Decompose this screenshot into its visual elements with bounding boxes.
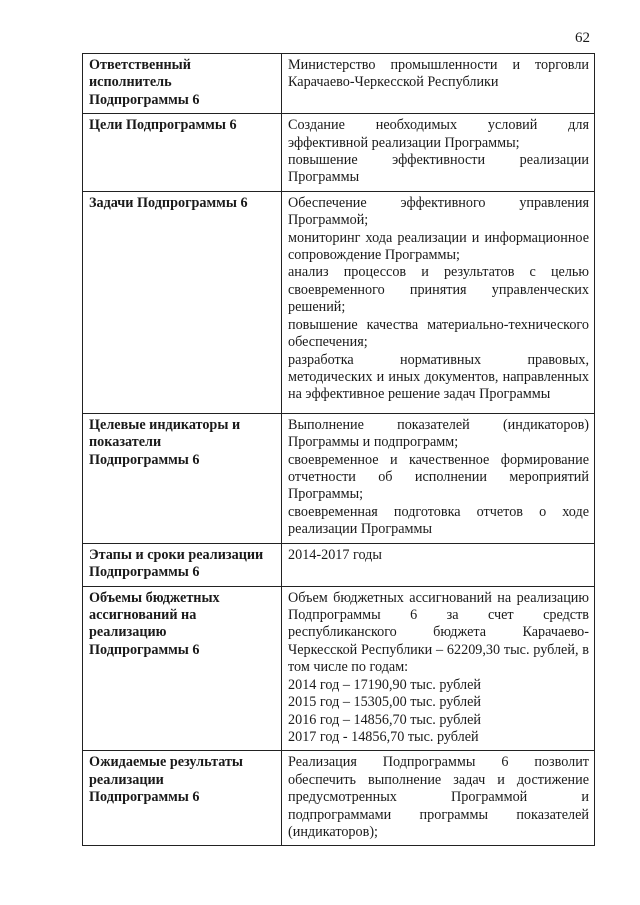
row-value-stages-and-terms: 2014-2017 годы xyxy=(282,543,595,586)
table-row xyxy=(83,54,595,114)
subprogram-passport-table xyxy=(82,53,595,846)
budget-year-2016: 2016 год – 14856,70 тыс. рублей xyxy=(288,711,481,728)
row-label-tasks: Задачи Подпрограммы 6 xyxy=(83,191,282,413)
table-row xyxy=(83,543,595,586)
row-label-responsible-executor: Ответственный исполнитель Подпрограммы 6 xyxy=(83,54,282,114)
row-label-expected-results: Ожидаемые результаты реализации Подпрограммы 6 xyxy=(83,751,282,846)
row-label-stages-and-terms: Этапы и сроки реализации Подпрограммы 6 xyxy=(83,543,282,586)
row-value-responsible-executor: Министерство промышленности и торговли Карачаево-Черкесской Республики xyxy=(282,54,595,114)
row-value-tasks: Обеспечение эффективного управления Программой; мониторинг хода реализации и информационное сопровождение Программы; анализ процессов и результатов с целью своевременного принятия управленческих решений; повышение качества материально-технического обеспечения; разработка нормативных правовых, методических и иных документов, направленных на эффективное решение задач Программы xyxy=(282,191,595,413)
budget-year-2014: 2014 год – 17190,90 тыс. рублей xyxy=(288,676,481,693)
table-row xyxy=(83,191,595,413)
row-label-goals: Цели Подпрограммы 6 xyxy=(83,114,282,192)
row-value-budget-allocations: Объем бюджетных ассигнований на реализацию Подпрограммы 6 за счет средств республиканского бюджета Карачаево-Черкесской Республики – 62209,30 тыс. рублей, в том числе по годам: 2014 год – 17190,90 тыс. рублей 2015 год – 15305,00 тыс. рублей 2016 год – 14856,70 тыс. рублей 2017 год - 14856,70 тыс. рублей xyxy=(282,586,595,751)
row-value-expected-results: Реализация Подпрограммы 6 позволит обеспечить выполнение задач и достижение предусмотренных Программой и подпрограммами программы показателей (индикаторов); xyxy=(282,751,595,846)
row-value-target-indicators: Выполнение показателей (индикаторов) Программы и подпрограмм; своевременное и качественное формирование отчетности об исполнении мероприятий Программы; своевременная подготовка отчетов о ходе реализации Программы xyxy=(282,413,595,543)
row-value-goals: Создание необходимых условий для эффективной реализации Программы; повышение эффективности реализации Программы xyxy=(282,114,595,192)
table-row xyxy=(83,751,595,846)
table-row xyxy=(83,413,595,543)
row-label-budget-allocations: Объемы бюджетных ассигнований на реализацию Подпрограммы 6 xyxy=(83,586,282,751)
budget-year-2015: 2015 год – 15305,00 тыс. рублей xyxy=(288,694,481,711)
page-number: 62 xyxy=(575,30,590,46)
table-row xyxy=(83,586,595,751)
budget-year-2017: 2017 год - 14856,70 тыс. рублей xyxy=(288,728,479,745)
row-label-target-indicators: Целевые индикаторы и показатели Подпрограммы 6 xyxy=(83,413,282,543)
table-row xyxy=(83,114,595,192)
